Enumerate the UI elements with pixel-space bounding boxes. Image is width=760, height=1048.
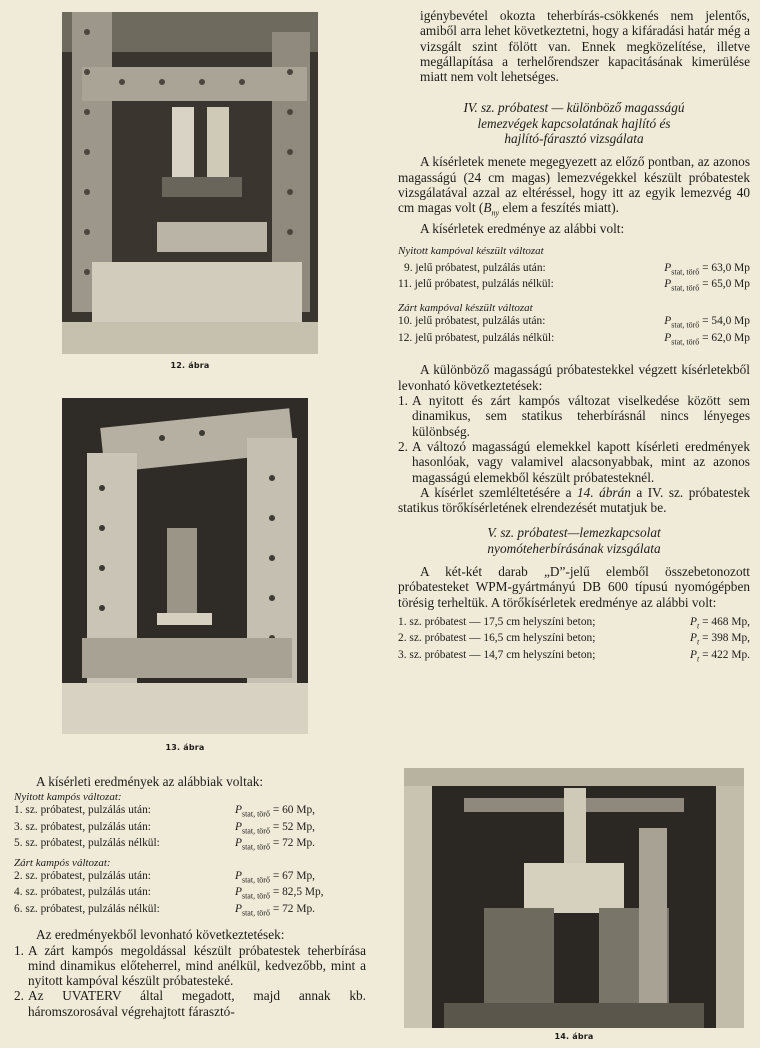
p-symbol: P [235,886,242,899]
b-symbol: B [483,200,492,216]
section-4-paragraph-4 [398,485,750,516]
closed-variant-table [398,315,750,348]
result-row [398,315,750,331]
result-label: 2. sz. próbatest — 16,5 cm helyszíni beton; [398,632,596,645]
result-label: 5. sz. próbatest, pulzálás nélkül: [14,837,160,850]
section-5-heading [398,525,750,556]
closed-variant-heading: Zárt kampóval készült változat [398,302,533,315]
p-symbol: P [690,632,698,645]
continued-paragraph: igénybevétel okozta teherbírás-csökkenés nem jelentős, amiből arra lehet következtetni, hogy a kifáradási határ még a vizsgált szint fölött van. Ennek megközelítése, illetve megállapítása a terhelőrendszer kapacitásának kimerülése miatt nem volt lehetséges. [420,8,750,85]
figure-14-photo [404,768,744,1028]
p-subscript: stat, törő [241,809,270,819]
conclusion-item [398,393,750,439]
result-symbol [664,262,750,278]
conclusion-text: Az UVATERV által megadott, majd annak kb. háromszorosával végrehajtott fárasztó- [28,988,366,1019]
result-label: 3. sz. próbatest, pulzálás után: [14,820,151,833]
p-subscript: t [697,637,700,647]
p-symbol: P [690,615,698,628]
closed-hook-heading: Zárt kampós változat: [14,856,111,869]
section-4-heading-line: hajlító-fárasztó vizsgálata [504,131,644,147]
result-row [14,804,366,820]
result-value: = 422 Mp. [702,648,750,661]
conclusion-number: 1. [14,942,24,958]
conclusion-item [398,439,750,485]
result-symbol [235,804,315,820]
result-value: = 398 Mp, [702,632,750,645]
paragraph-text: elem a feszítés miatt). [499,200,619,216]
result-value: = 82,5 Mp, [272,886,324,899]
result-row [14,870,366,886]
result-label: 1. sz. próbatest, pulzálás után: [14,804,151,817]
p-subscript: stat, törő [671,266,700,276]
p-symbol: P [235,902,242,915]
conclusion-text: A változó magasságú elemekkel kapott kísérleti eredmények hasonlóak, vagy valamivel alacsonyabbak, mint az azonos magasságú elemekből készült próbatesteknél. [412,438,750,485]
p-symbol: P [235,869,242,882]
p-subscript: t [697,621,700,631]
result-row [14,903,366,919]
result-symbol [235,821,315,837]
figure-14-caption: 14. ábra [554,1032,594,1041]
right-text-block [398,8,750,665]
result-value: = 62,0 Mp [702,331,750,344]
result-value: = 67 Mp, [272,869,316,882]
p-symbol: P [690,648,698,661]
figure-14-image [404,768,744,1028]
result-row [398,649,750,665]
conclusion-number: 2. [14,988,24,1004]
result-value: = 72 Mp. [272,902,316,915]
results-intro: A kísérleti eredmények az alábbiak voltak: [36,774,264,789]
p-subscript: stat, törő [241,875,270,885]
conclusion-text: A nyitott és zárt kampós változat viselkedése között sem dinamikus, sem statikus teherbírásnál nincs lényeges különbség. [412,393,750,439]
result-label: 6. sz. próbatest, pulzálás nélkül: [14,902,160,915]
result-value: = 52 Mp, [272,820,316,833]
figure-13-caption: 13. ábra [165,743,205,752]
section-4-paragraph-3: A különböző magasságú próbatestekkel végzett kísérletekből levonható következtetések: [398,362,750,393]
paragraph-text: A kísérlet szemléltetésére a [420,484,578,500]
result-value: = 60 Mp, [272,804,316,817]
section-5-heading-line: V. sz. próbatest—lemezkapcsolat [487,525,661,541]
left-results-block [14,774,366,1019]
section-4-heading-line: lemezvégek kapcsolatának hajlító és [477,115,671,131]
b-subscript: ny [491,208,499,218]
result-label: 4. sz. próbatest, pulzálás után: [14,886,151,899]
section-5-heading-line: nyomóteherbírásának vizsgálata [487,540,661,556]
p-subscript: stat, törő [671,320,700,330]
open-variant-heading: Nyitott kampóval készült változat [398,244,544,257]
result-symbol [235,903,315,919]
p-symbol: P [235,820,242,833]
section-5-paragraph-1: A két-két darab „D”-jelű elemből összebetonozott próbatesteket WPM-gyártmányú DB 600 típusú nyomógépben törésig terheltük. A törőkísérletek eredménye az alábbi volt: [398,564,750,610]
result-row [398,262,750,278]
result-value: = 65,0 Mp [702,278,750,290]
result-symbol [664,315,750,331]
result-label: 3. sz. próbatest — 14,7 cm helyszíni beton; [398,648,596,661]
paragraph-text: a IV. sz. próbatestek statikus törőkísérletének elrendezését mutatjuk be. [398,484,751,516]
p-symbol: P [664,331,672,344]
open-hook-heading: Nyitott kampós változat: [14,791,122,804]
conclusion-item [14,988,366,1019]
result-value: = 468 Mp, [702,615,750,628]
figure-12-image [62,12,318,354]
result-label: 11. jelű próbatest, pulzálás nélkül: [398,278,554,290]
result-value: = 72 Mp. [272,837,316,850]
conclusion-item [14,943,366,989]
result-row [398,332,750,348]
result-row [14,821,366,837]
conclusions-intro: Az eredményekből levonható következtetések: [36,927,285,943]
result-symbol [235,886,324,902]
p-subscript: stat, törő [241,908,270,917]
figure-13-image [62,398,308,734]
p-subscript: stat, törő [241,891,270,901]
p-symbol: P [235,804,242,817]
conclusion-text: A zárt kampós megoldással készült próbatestek teherbírása mind dinamikus előteherrel, mind anélkül, kedvezőbb, mint a nyitott kampóval készült próbatesteké. [28,942,366,989]
p-symbol: P [664,261,672,274]
result-label: 1. sz. próbatest — 17,5 cm helyszíni beton; [398,615,596,628]
closed-hook-table [14,870,366,919]
result-row [14,837,366,853]
open-variant-table [398,262,750,295]
p-symbol: P [664,315,672,328]
conclusion-number: 1. [398,393,408,409]
result-row [14,886,366,902]
figure-12-caption: 12. ábra [170,361,210,370]
p-subscript: stat, törő [671,283,700,293]
result-value: = 54,0 Mp [702,315,750,328]
result-label: 9. jelű próbatest, pulzálás után: [404,261,546,274]
section-4-paragraph-1 [398,154,750,221]
figure-13-photo [62,398,308,734]
result-symbol [235,870,315,886]
result-symbol [690,632,750,648]
result-value: = 63,0 Mp [702,261,750,274]
section-4-heading-line: IV. sz. próbatest — különböző magasságú [463,100,685,116]
result-symbol [690,649,750,665]
result-label: 12. jelű próbatest, pulzálás nélkül: [398,331,555,344]
result-row [398,632,750,648]
result-symbol [664,332,750,348]
section-4-heading [398,100,750,146]
result-row [398,278,750,294]
p-subscript: stat, törő [671,337,700,347]
p-symbol: P [235,837,242,850]
p-subscript: t [697,654,700,664]
p-subscript: stat, törő [241,842,270,852]
result-row [398,616,750,632]
result-symbol [235,837,315,853]
section-5-table [398,616,750,665]
p-subscript: stat, törő [241,826,270,836]
paragraph-text: A kísérletek menete megegyezett az előző pontban, az azonos magasságú (24 cm magas) lemezvégekkel készült próbatestek vizsgálatával azzal az eltéréssel, hogy itt az egyik lemezvég 40 cm magas volt ( [398,154,750,216]
result-symbol [664,278,750,294]
figure-12-photo [62,12,318,354]
result-label: 2. sz. próbatest, pulzálás után: [14,869,151,882]
conclusion-number: 2. [398,438,408,454]
p-symbol: P [664,278,672,290]
section-4-paragraph-2: A kísérletek eredménye az alábbi volt: [420,221,625,237]
result-symbol [690,616,750,632]
figure-reference: 14. ábrán [577,484,631,500]
result-label: 10. jelű próbatest, pulzálás után: [398,315,546,328]
open-hook-table [14,804,366,853]
